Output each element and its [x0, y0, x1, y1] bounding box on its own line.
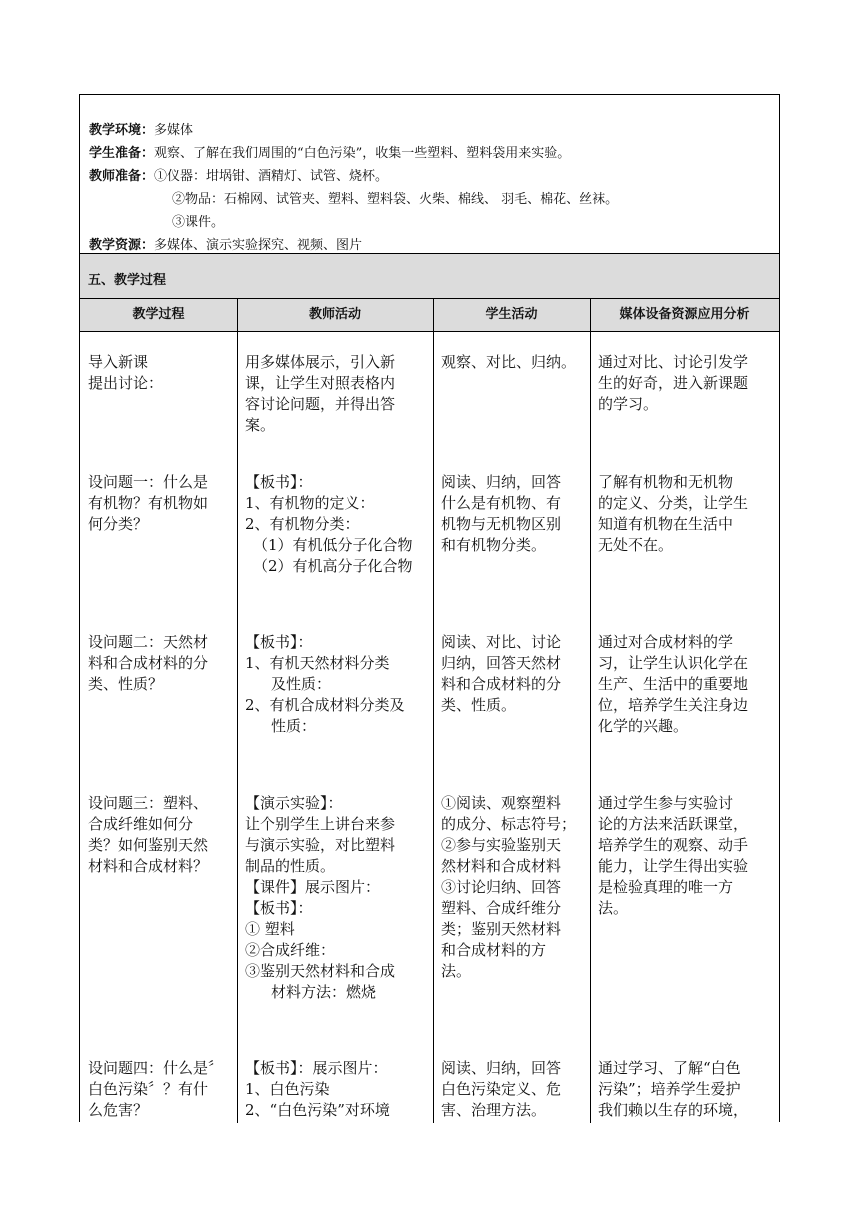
text-line: 了解有机物和无机物: [598, 473, 734, 491]
env-label: 教师准备：: [89, 169, 155, 184]
text-line: 提出讨论：: [88, 374, 164, 392]
text-line: 与演示实验，对比塑料: [245, 836, 396, 854]
text-line: 类？如何鉴别天然: [88, 836, 209, 854]
text-line: 案。: [245, 416, 276, 434]
text-line: ① 塑料: [245, 920, 295, 938]
text-line: 让个别学生上讲台来参: [245, 815, 396, 833]
env-text: 多媒体: [154, 123, 194, 138]
text-line: 塑料、合成纤维分: [441, 899, 562, 917]
text-line: 污染”；培养学生爱护: [598, 1080, 741, 1098]
text-line: 及性质：: [271, 675, 332, 693]
text-line: 2、“白色污染”对环境: [245, 1101, 390, 1119]
env-label: 教学环境：: [89, 123, 155, 138]
text-line: ②参与实验鉴别天: [441, 836, 562, 854]
text-line: 性质：: [271, 717, 317, 735]
text-line: 1、有机天然材料分类: [245, 654, 390, 672]
row5-student: [441, 1058, 561, 1121]
text-line: 害、治理方法。: [441, 1101, 547, 1119]
row4-process: [88, 793, 208, 877]
text-line: 材料方法：燃烧: [271, 983, 377, 1001]
text-line: 设问题四：什么是〞: [88, 1059, 224, 1077]
text-line: 类、性质。: [441, 696, 517, 714]
row3-process: [88, 632, 208, 695]
table-header-row: [80, 299, 779, 332]
column-divider: [237, 299, 238, 1123]
env-label: 教学资源：: [89, 238, 155, 253]
column-divider: [590, 299, 591, 1123]
text-line: 类；鉴别天然材料: [441, 920, 562, 938]
env-text: ③课件。: [172, 215, 225, 230]
text-line: 是检验真理的唯一方: [598, 878, 734, 896]
text-line: 用多媒体展示，引入新: [245, 353, 396, 371]
env-text: ②物品：石棉网、试管夹、塑料、塑料袋、火柴、棉线、 羽毛、棉花、丝袜。: [172, 192, 619, 207]
text-line: ②合成纤维：: [245, 941, 336, 959]
row3-student: [441, 632, 561, 716]
text-line: 阅读、归纳，回答: [441, 473, 562, 491]
text-line: 【演示实验】：: [245, 794, 343, 812]
env-text: ①仪器：坩埚钳、酒精灯、试管、烧杯。: [154, 169, 389, 184]
text-line: 培养学生的观察、动手: [598, 836, 749, 854]
text-line: 无处不在。: [598, 536, 674, 554]
text-line: 白色污染〞？有什: [88, 1080, 209, 1098]
row1-process: [88, 352, 163, 394]
text-line: 知道有机物在生活中: [598, 515, 734, 533]
env-line-environment: [89, 119, 779, 142]
text-line: 【板书】：: [245, 473, 313, 491]
text-line: 和合成材料的方: [441, 941, 547, 959]
row4-media: [598, 793, 748, 919]
env-text: 观察、了解在我们周围的“白色污染”，收集一些塑料、塑料袋用来实验。: [154, 146, 571, 161]
row4-teacher: [245, 793, 395, 1003]
text-line: 【课件】展示图片：: [245, 878, 381, 896]
row5-media: [598, 1058, 748, 1121]
text-line: 的定义、分类，让学生: [598, 494, 749, 512]
env-line-courseware: [89, 211, 779, 234]
row3-teacher: [245, 632, 405, 737]
text-line: 2、有机物分类：: [245, 515, 360, 533]
header-teacher: 教师活动: [308, 307, 361, 322]
text-line: 么危害？: [88, 1101, 149, 1119]
text-line: 材料和合成材料？: [88, 857, 209, 875]
env-line-teacher-prep: [89, 165, 779, 188]
text-line: 和有机物分类。: [441, 536, 547, 554]
column-divider: [433, 299, 434, 1123]
text-line: 观察、对比、归纳。: [441, 353, 577, 371]
row1-teacher: [245, 352, 395, 436]
env-text: 多媒体、演示实验探究、视频、图片: [154, 238, 363, 253]
text-line: 通过学习、了解“白色: [598, 1059, 741, 1077]
row2-media: [598, 472, 748, 556]
text-line: 1、有机物的定义：: [245, 494, 375, 512]
teaching-environment-block: [80, 95, 779, 253]
text-line: 我们赖以生存的环境，: [598, 1101, 749, 1119]
text-line: 的学习。: [598, 395, 659, 413]
text-line: 【板书】：展示图片：: [245, 1059, 388, 1077]
row2-process: [88, 472, 208, 535]
text-line: 机物与无机物区别: [441, 515, 562, 533]
text-line: 设问题一：什么是: [88, 473, 209, 491]
section-title: 五、教学过程: [80, 253, 779, 299]
text-line: 通过对比、讨论引发学: [598, 353, 749, 371]
text-line: 设问题三：塑料、: [88, 794, 209, 812]
text-line: 制品的性质。: [245, 857, 336, 875]
text-line: 通过对合成材料的学: [598, 633, 734, 651]
text-line: 何分类？: [88, 515, 149, 533]
text-line: 归纳，回答天然材: [441, 654, 562, 672]
header-process: 教学过程: [132, 307, 185, 322]
row2-teacher: [245, 472, 413, 577]
text-line: 通过学生参与实验讨: [598, 794, 734, 812]
text-line: 【板书】：: [245, 899, 313, 917]
text-line: 容讨论问题，并得出答: [245, 395, 396, 413]
row4-student: [441, 793, 576, 982]
text-line: 阅读、归纳，回答: [441, 1059, 562, 1077]
env-line-items: [89, 188, 779, 211]
text-line: 白色污染定义、危: [441, 1080, 562, 1098]
row5-teacher: [245, 1058, 390, 1121]
text-line: 有机物？有机物如: [88, 494, 209, 512]
text-line: 课，让学生对照表格内: [245, 374, 396, 392]
text-line: （1）有机低分子化合物: [253, 536, 413, 554]
text-line: 的成分、标志符号；: [441, 815, 577, 833]
text-line: 料和合成材料的分: [441, 675, 562, 693]
text-line: ③鉴别天然材料和合成: [245, 962, 396, 980]
text-line: ①阅读、观察塑料: [441, 794, 562, 812]
document-table: [79, 94, 780, 1122]
text-line: 类、性质？: [88, 675, 164, 693]
text-line: 能力，让学生得出实验: [598, 857, 749, 875]
row3-media: [598, 632, 748, 737]
text-line: 习，让学生认识化学在: [598, 654, 749, 672]
text-line: 论的方法来活跃课堂，: [598, 815, 749, 833]
text-line: 然材料和合成材料: [441, 857, 562, 875]
text-line: 生的好奇，进入新课题: [598, 374, 749, 392]
text-line: 2、有机合成材料分类及: [245, 696, 405, 714]
row1-student: [441, 352, 576, 373]
header-media: 媒体设备资源应用分析: [619, 307, 750, 322]
text-line: 料和合成材料的分: [88, 654, 209, 672]
row5-process: [88, 1058, 223, 1121]
text-line: 什么是有机物、有: [441, 494, 562, 512]
text-line: 导入新课: [88, 353, 149, 371]
text-line: 【板书】：: [245, 633, 313, 651]
text-line: 法。: [441, 962, 472, 980]
env-label: 学生准备：: [89, 146, 155, 161]
text-line: 1、白色污染: [245, 1080, 330, 1098]
text-line: 位，培养学生关注身边: [598, 696, 749, 714]
text-line: （2）有机高分子化合物: [253, 557, 413, 575]
text-line: 合成纤维如何分: [88, 815, 194, 833]
env-line-student-prep: [89, 142, 779, 165]
row2-student: [441, 472, 561, 556]
header-student: 学生活动: [485, 307, 538, 322]
text-line: 设问题二：天然材: [88, 633, 209, 651]
text-line: 法。: [598, 899, 629, 917]
text-line: 生产、生活中的重要地: [598, 675, 749, 693]
text-line: 化学的兴趣。: [598, 717, 689, 735]
text-line: 阅读、对比、讨论: [441, 633, 562, 651]
text-line: ③讨论归纳、回答: [441, 878, 562, 896]
row1-media: [598, 352, 748, 415]
